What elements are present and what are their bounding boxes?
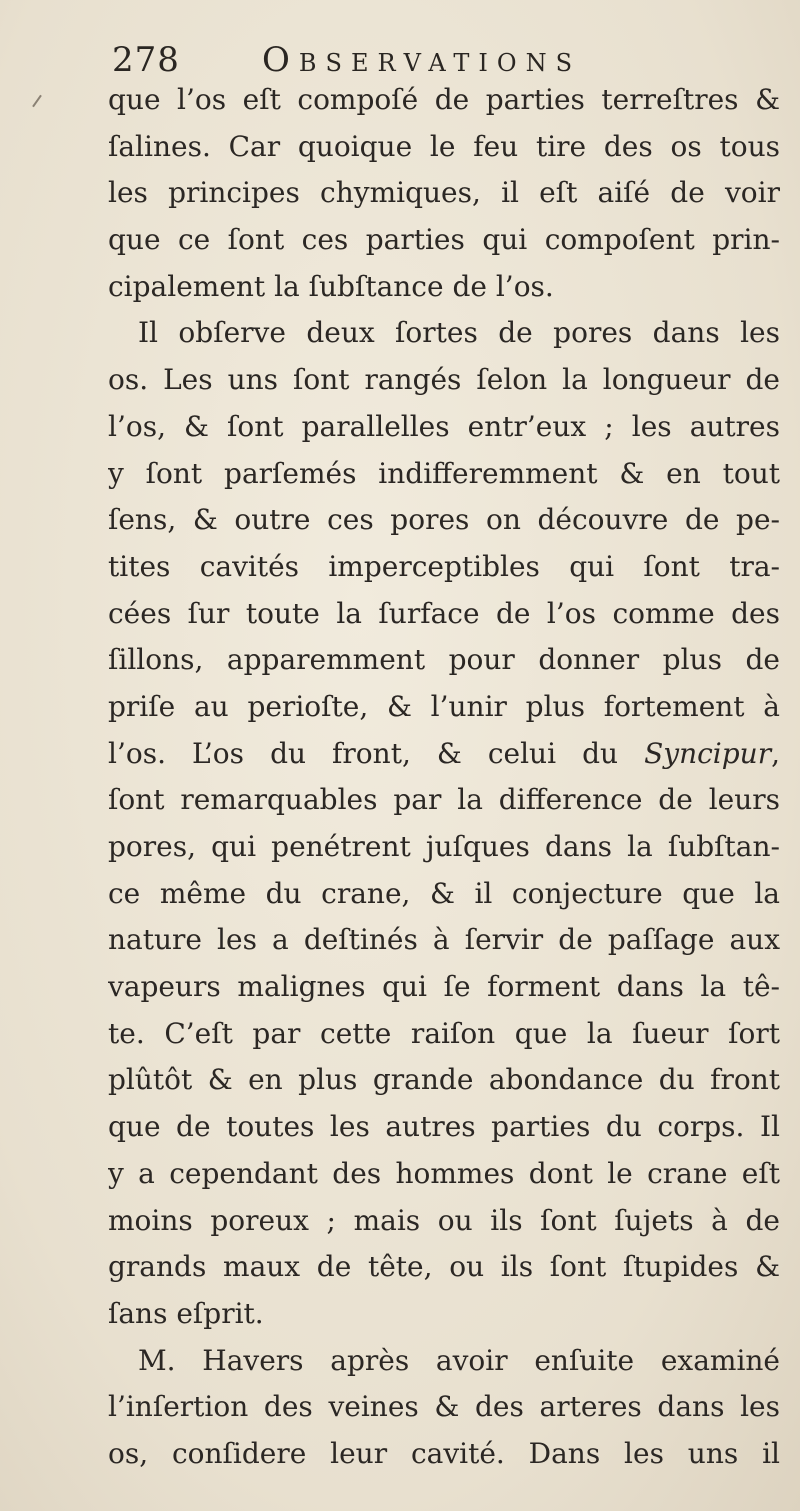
text-line: te. C’eſt par cette raiſon que la ſueur ſort (108, 1016, 780, 1050)
text-line: nature les a deſtinés à ſervir de paſſage aux (108, 923, 780, 957)
text-line: os, conſidere leur cavité. Dans les uns il (108, 1436, 780, 1470)
text-line: y ſont parſemés indifferemment & en tout (108, 456, 780, 490)
text-line: les principes chymiques, il eſt aiſé de voir (108, 176, 780, 210)
text-line: que de toutes les autres parties du corps. Il (108, 1110, 780, 1144)
text-line: priſe au perioſte, & l’unir plus fortement à (108, 689, 780, 723)
text-line: que ce ſont ces parties qui compoſent prin- (108, 223, 780, 257)
text-line: y a cependant des hommes dont le crane eſt (108, 1156, 780, 1190)
text-line: moins poreux ; mais ou ils ſont ſujets à de (108, 1203, 780, 1237)
body-text (108, 77, 780, 1478)
text-line: vapeurs malignes qui ſe forment dans la tê- (108, 970, 780, 1004)
running-title: Observations (262, 40, 582, 80)
page-number: 278 (112, 40, 180, 80)
text-line: grands maux de tête, ou ils ſont ſtupides & (108, 1250, 780, 1284)
text-line: l’os, & ſont parallelles entr’eux ; les autres (108, 409, 780, 443)
text-line: cées ſur toute la ſurface de l’os comme des (108, 596, 780, 630)
text-line: l’os. L’os du front, & celui du Syncipur, (108, 736, 780, 770)
margin-mark (32, 95, 42, 108)
text-line: que l’os eſt compoſé de parties terreſtres & (108, 83, 780, 116)
text-line: ſalines. Car quoique le feu tire des os tous (108, 129, 780, 163)
text-line: ſillons, apparemment pour donner plus de (108, 643, 780, 677)
text-line: ſans eſprit. (108, 1296, 264, 1330)
text-line: ſont remarquables par la difference de leurs (108, 783, 780, 817)
text-line: Il obſerve deux ſortes de pores dans les (138, 316, 780, 350)
text-line: M. Havers après avoir enſuite examiné (138, 1343, 780, 1377)
text-line: l’inſertion des veines & des arteres dans les (108, 1390, 780, 1424)
text-line: plûtôt & en plus grande abondance du front (108, 1063, 780, 1097)
text-line: ce même du crane, & il conjecture que la (108, 876, 780, 910)
text-line: ſens, & outre ces pores on découvre de pe- (108, 503, 780, 537)
text-line: os. Les uns ſont rangés ſelon la longueur de (108, 363, 780, 397)
text-line: pores, qui penétrent juſques dans la ſubſtan- (108, 830, 780, 863)
text-line: tites cavités imperceptibles qui ſont tra- (108, 549, 780, 583)
text-line: cipalement la ſubſtance de l’os. (108, 269, 554, 303)
